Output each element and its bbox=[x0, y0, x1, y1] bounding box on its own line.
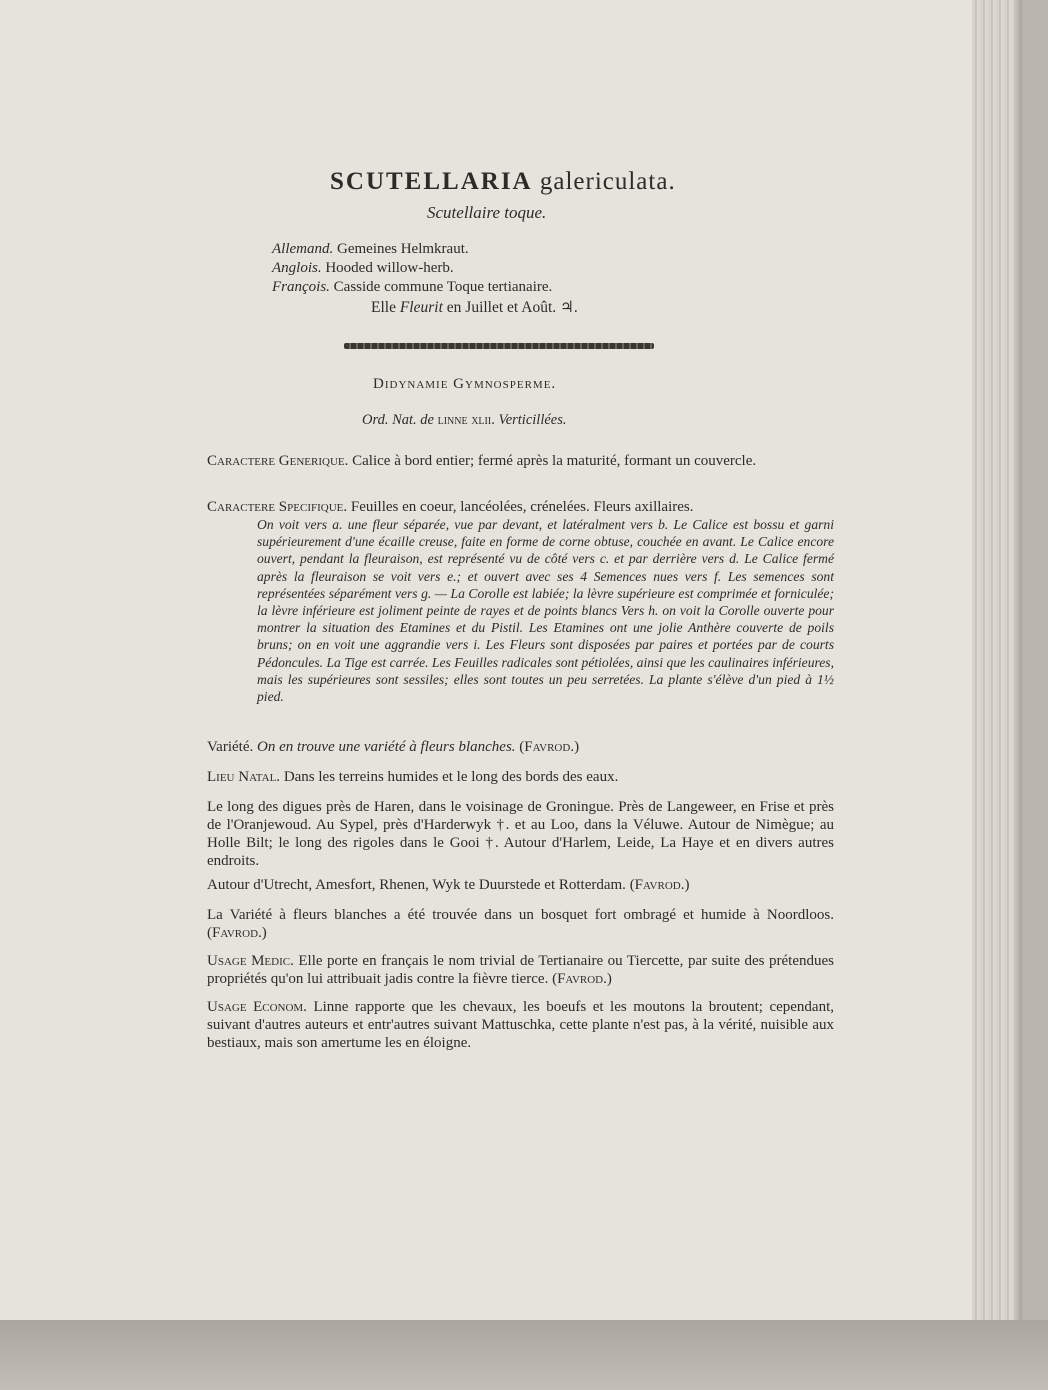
page-title bbox=[330, 168, 676, 196]
perennial-symbol: ♃. bbox=[560, 299, 578, 316]
species-name: galericulata. bbox=[539, 168, 676, 195]
vernacular-row: Allemand. Gemeines Helmkraut. bbox=[272, 241, 469, 257]
ornamental-divider bbox=[344, 343, 654, 349]
natural-order: Ord. Nat. de linne xlii. Verticillées. bbox=[362, 412, 567, 428]
flowering-period: Elle Fleurit en Juillet et Août. ♃. bbox=[371, 299, 578, 316]
locality-paragraph: Le long des digues près de Haren, dans le voisinage de Groningue. Près de Langeweer, en Frise et près de l'Oranjewoud. Au Sypel, près d'Harderwyk †. et au Loo, dans la Véluwe. Autour de Nimègue; au Holle Bilt; le long des rigoles dans le Gooi †. Autour d'Harlem, Leide, La Haye et en divers autres endroits. bbox=[207, 799, 834, 869]
vernacular-names bbox=[272, 240, 552, 297]
page-edges bbox=[972, 0, 1022, 1332]
variety: Variété. On en trouve une variété à fleurs blanches. (Favrod.) bbox=[207, 739, 580, 755]
french-name: Scutellaire toque. bbox=[427, 203, 547, 222]
table-background bbox=[0, 1320, 1048, 1390]
plate-description: On voit vers a. une fleur séparée, vue par devant, et latéralment vers b. Le Calice est bossu et garni supérieurement d'une écaille creuse, faite en forme de corne obtuse, couchée en avant. Le Calice encore ouvert, pendant la fleuraison, est représenté vu de côté vers c. et par derrière vers d. Le Calice fermé après la fleuraison se voit vers e.; et ouvert avec ses 4 Semences nues vers f. Les semences sont représentées séparément vers g. — La Corolle est labiée; la lèvre supérieure est comprimée et forniculée; la lèvre inférieure est joliment peinte de rayes et de points blancs Vers h. on voit la Corolle ouverte pour montrer la situation des Etamines et du Pistil. Les Etamines ont une jolie Anthère couverte de poils bruns; on en voit une aggrandie vers i. Les Fleurs sont disposées par paires et portées par de courts Pédoncules. La Tige est carrée. Les Feuilles radicales sont pétiolées, ainsi que les caulinaires inférieures, mais les supérieures sont sessiles; elles sont toutes un peu serretées. La plante s'élève d'un pied à 1½ pied. bbox=[257, 517, 834, 705]
genus-name: SCUTELLARIA bbox=[330, 168, 533, 195]
vernacular-row: François. Casside commune Toque tertianaire. bbox=[272, 279, 553, 295]
linnaean-class: Didynamie Gymnosperme. bbox=[373, 376, 557, 392]
native-place: Lieu Natal. Dans les terreins humides et le long des bords des eaux. bbox=[207, 769, 619, 785]
economic-use: Usage Econom. Linne rapporte que les chevaux, les boeufs et les moutons la broutent; cependant, suivant d'autres auteurs et entr'autres suivant Mattuschka, cette plante n'est pas, à la vérité, nuisible aux bestiaux, mais son amertume les en éloigne. bbox=[207, 999, 834, 1051]
generic-character: Caractere Generique. Calice à bord entier; fermé après la maturité, formant un couvercle. bbox=[207, 453, 757, 469]
specific-character: Caractere Specifique. Feuilles en coeur, lancéolées, crénelées. Fleurs axillaires. On voit vers a. une fleur séparée, vue par devant, et latéralment vers b. Le Calice est bossu et garni supérieurement d'une écaille creuse, faite en forme de corne obtuse, couchée en avant. Le Calice encore ouvert, pendant la fleuraison, est représenté vu de côté vers c. et par derrière vers d. Le Calice fermé après la fleuraison se voit vers e.; et ouvert avec ses 4 Semences nues vers f. Les semences sont représentées séparément vers g. — La Corolle est labiée; la lèvre supérieure est comprimée et forniculée; la lèvre inférieure est joliment peinte de rayes et de points blancs Vers h. on voit la Corolle ouverte pour montrer la situation des Etamines et du Pistil. Les Etamines ont une jolie Anthère couverte de poils bruns; on en voit une aggrandie vers i. Les Fleurs sont disposées par paires et portées par de courts Pédoncules. La Tige est carrée. Les Feuilles radicales sont pétiolées, ainsi que les caulinaires inférieures, mais les supérieures sont sessiles; elles sont toutes un peu serretées. La plante s'élève d'un pied à 1½ pied. bbox=[207, 499, 834, 705]
medical-use: Usage Medic. Elle porte en français le nom trivial de Tertianaire ou Tiercette, par suite des prétendues propriétés qu'on lui attribuait jadis contre la fièvre tierce. (Favrod.) bbox=[207, 953, 834, 987]
white-variety-paragraph: La Variété à fleurs blanches a été trouvée dans un bosquet fort ombragé et humide à Noordloos. (Favrod.) bbox=[207, 907, 834, 941]
vernacular-row: Anglois. Hooded willow-herb. bbox=[272, 260, 454, 276]
utrecht-paragraph: Autour d'Utrecht, Amesfort, Rhenen, Wyk te Duurstede et Rotterdam. (Favrod.) bbox=[207, 877, 690, 893]
